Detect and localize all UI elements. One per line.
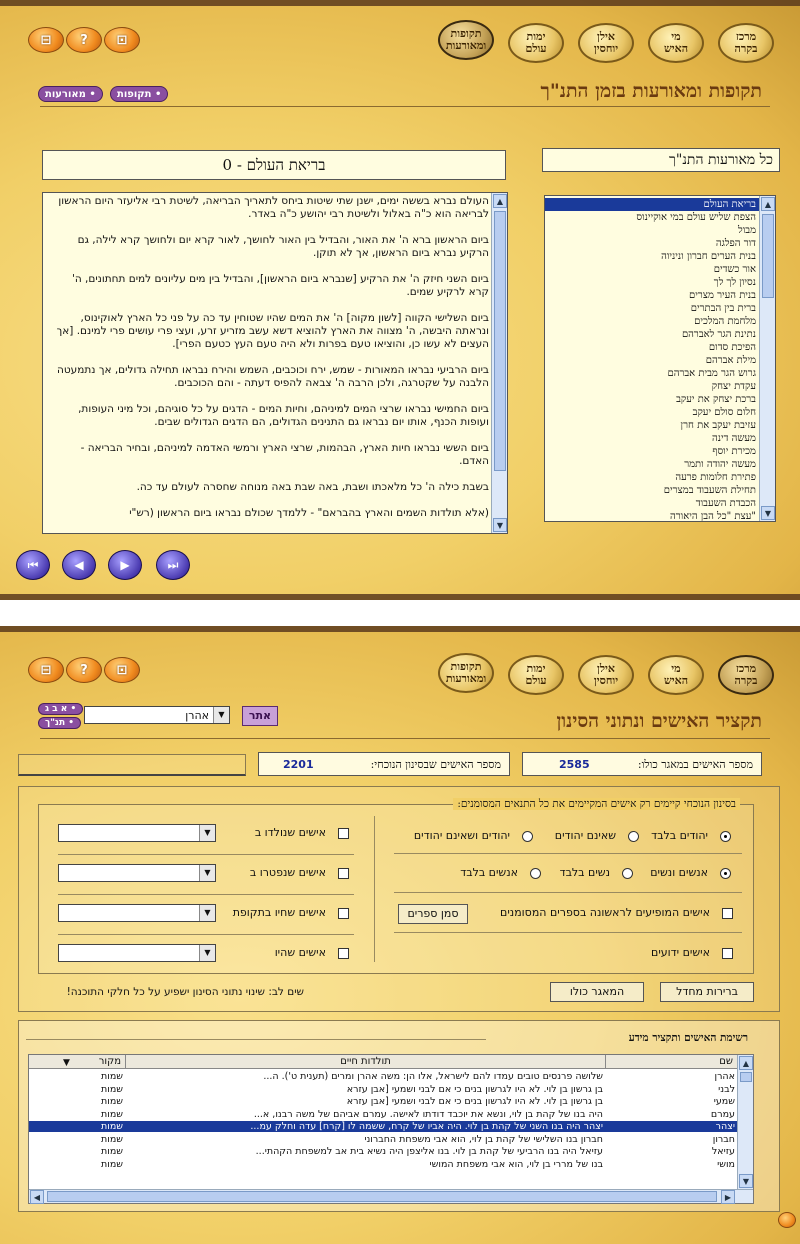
- event-list-item[interactable]: נתינת הגר לאברהם: [681, 329, 756, 340]
- nav-periods-events[interactable]: תקופות ומאורעות: [438, 653, 494, 693]
- next-icon[interactable]: ▶: [108, 550, 142, 580]
- prev-icon[interactable]: ◀: [62, 550, 96, 580]
- persons-list-legend: רשימת האישים ותקציר מידע: [628, 1032, 748, 1044]
- radio-all-people[interactable]: [522, 831, 533, 842]
- event-list-item[interactable]: עקדת יצחק: [711, 381, 756, 392]
- table-cell-name: לבני: [718, 1083, 735, 1095]
- died-in-combo[interactable]: [58, 864, 216, 882]
- radio-women-only-label: נשים בלבד: [559, 866, 610, 879]
- help-icon[interactable]: ?: [66, 657, 102, 683]
- scroll-left-icon[interactable]: ◀: [30, 1190, 44, 1204]
- title-divider: [40, 738, 770, 739]
- page-title: תקציר האישים ונתוני הסינון: [556, 710, 762, 732]
- table-cell-bio: יצהר היה בנו השני של קהת בן לוי. היה אביו של קרח, ששמה לו [קרח] עדה וחלק עמ...: [250, 1121, 603, 1132]
- event-list-item[interactable]: פתירת חלומות פרעה: [675, 472, 756, 483]
- description-scrollbar[interactable]: [491, 193, 507, 533]
- born-in-combo[interactable]: [58, 824, 216, 842]
- nav-periods-events[interactable]: תקופות ומאורעות: [438, 20, 494, 60]
- parchment-edge: [0, 626, 800, 632]
- event-list-item[interactable]: דור הפלגה: [715, 238, 756, 249]
- filter-note: שים לב: שינוי נתוני הסינון ישפיע על כל חלקי התוכנה!: [66, 986, 304, 998]
- parchment-edge: [0, 0, 800, 6]
- last-icon[interactable]: ⏭: [156, 550, 190, 580]
- table-cell-name: חברון: [712, 1133, 735, 1145]
- event-description: [42, 192, 508, 534]
- grid-body: [29, 1071, 737, 1189]
- radio-jews-only[interactable]: [720, 831, 731, 842]
- scroll-up-icon[interactable]: ▲: [493, 194, 507, 208]
- description-paragraph: ביום השלישי הקווה [לשון מקוה] ה' את המים שהיו שטוחין עד כה על פני כל הארץ לאוקינוס, ונראתה היבשה, ה' מצווה את הארץ להוציא דשא עשב מזריע זרע, ועצי פרי עושים פרי למינם. [אך העצים לא עשו כן, והוציאו טעם בפרות ולא היה טעם העץ כטעם הפרי].: [56, 312, 489, 350]
- event-list-item[interactable]: "עצת "כל הבן היאורה: [669, 511, 756, 522]
- table-cell-src: שמות: [100, 1146, 123, 1157]
- title-divider: [40, 106, 770, 107]
- event-list-item[interactable]: הצפת שליש עולם במי אוקיינוס: [636, 212, 756, 223]
- radio-jews-only-label: יהודים בלבד: [651, 829, 708, 842]
- check-known-label: אישים ידועים: [651, 946, 710, 959]
- table-row[interactable]: [29, 1134, 737, 1145]
- col-name[interactable]: שם: [605, 1055, 737, 1069]
- radio-women-only[interactable]: [622, 868, 633, 879]
- event-list-item[interactable]: בנית הערים חברון וניניוה: [661, 251, 756, 262]
- check-books[interactable]: [722, 908, 733, 919]
- filter-legend: בסינון הנוכחי קיימים רק אישים המקיימים את כל התנאים המסומנים:: [453, 798, 740, 810]
- help-icon[interactable]: ?: [66, 27, 102, 53]
- event-list-item[interactable]: ברכת יצחק את יעקב: [676, 394, 756, 405]
- filtered-count-label: מספר האישים שבסינון הנוכחי:: [370, 758, 501, 771]
- event-list-item[interactable]: גרוש הגר מבית אברהם: [667, 368, 756, 379]
- col-source[interactable]: [29, 1055, 125, 1069]
- filter-divider: [394, 932, 742, 933]
- table-row[interactable]: [29, 1109, 737, 1120]
- print-icon[interactable]: ⊟: [28, 27, 64, 53]
- chevron-down-icon[interactable]: ▼: [199, 865, 215, 881]
- table-row[interactable]: [29, 1071, 737, 1082]
- check-born-in[interactable]: [338, 828, 349, 839]
- table-cell-src: שמות: [100, 1133, 123, 1145]
- col-bio[interactable]: תולדות חיים: [125, 1055, 605, 1069]
- event-list-item[interactable]: מכירת יוסף: [712, 446, 756, 457]
- parchment-edge: [0, 594, 800, 600]
- description-paragraph: ביום הרביעי נבראו המאורות - שמש, ירח וכוכבים, השמש והירח נבראו תחילה גדולים, אך נתמעטה הלבנה על שקטרגה, ולכן הרבה ה' צבאה להפיס דעתה - והם הכוכבים.: [57, 364, 489, 389]
- filter-divider: [394, 892, 742, 893]
- event-title: בריאת העולם - 0: [42, 150, 506, 180]
- grid-h-scrollbar[interactable]: [29, 1189, 753, 1203]
- description-paragraph: ביום הששי נבראו חיות הארץ, הבהמות, שרצי הארץ ורמשי האדמה למיניהם, ובחיר הבריאה - האדם.: [80, 442, 489, 467]
- periods-pill[interactable]: • תקופות: [110, 86, 168, 102]
- description-paragraph: בשבת כילה ה' כל מלאכתו ושבת, באה שבת באה מנוחה שחסרה לעולם עד כה.: [136, 481, 489, 493]
- table-cell-name: מושי: [717, 1158, 735, 1170]
- chevron-down-icon[interactable]: ▼: [199, 905, 215, 921]
- scroll-thumb[interactable]: [762, 214, 774, 298]
- event-list-item[interactable]: ברית בין הבתרים: [690, 303, 756, 314]
- total-count-label: מספר האישים במאגר כולו:: [637, 758, 753, 771]
- counter-spacer: [18, 754, 246, 776]
- alphabet-pill[interactable]: • א ב ג: [38, 703, 83, 715]
- chevron-down-icon[interactable]: ▼: [199, 945, 215, 961]
- table-cell-src: שמות: [100, 1083, 123, 1095]
- table-cell-src: שמות: [100, 1071, 123, 1082]
- nav-who-is[interactable]: מי האיש: [648, 23, 704, 63]
- mark-books-button[interactable]: סמן ספרים: [398, 904, 468, 924]
- table-cell-bio: בן גרשון בן לוי. לא היו לגרשון בנים כי אם לבני ושמעי [אבן עזרא: [346, 1096, 603, 1107]
- check-died-in[interactable]: [338, 868, 349, 879]
- sort-down-icon[interactable]: ▼: [63, 1058, 70, 1068]
- table-cell-src: שמות: [100, 1108, 123, 1120]
- description-paragraph: העולם נברא בששה ימים, ישנן שתי שיטות ביחס לתאריך הבריאה, לשיטת רבי אליעזר היום הראשון לבריאה הוא כ"ה באלול ולשיטת רבי יהושע כ"ה באדר.: [58, 195, 489, 220]
- event-list-item[interactable]: הכבדת השעבוד: [695, 498, 756, 509]
- event-list-item[interactable]: מבול: [738, 225, 756, 236]
- nav-who-is[interactable]: מי האיש: [648, 655, 704, 695]
- description-paragraph: (אלא תולדות השמים והארץ בהבראם" - ללמדך שכולם נבראו ביום הראשון (רש"י: [129, 507, 489, 519]
- page-title: תקופות ומאורעות בזמן התנ"ך: [540, 80, 762, 102]
- scroll-down-icon[interactable]: ▼: [493, 518, 507, 532]
- check-were[interactable]: [338, 948, 349, 959]
- legend-line: [26, 1039, 486, 1040]
- radio-non-jews[interactable]: [628, 831, 639, 842]
- event-list-item[interactable]: בנית העיר מצרים: [688, 290, 756, 301]
- filter-divider: [394, 853, 742, 854]
- check-books-label: אישים המופיעים לראשונה בספרים המסומנים: [500, 906, 710, 919]
- book-icon[interactable]: ⊡: [104, 657, 140, 683]
- event-list-item[interactable]: בריאת העולם: [545, 198, 760, 211]
- description-paragraph: ביום השני חיזק ה' את הרקיע [שנברא ביום הראשון], והבדיל בין מים עליונים למים תחתונים, ה' קרא לרקיע שמים.: [71, 273, 489, 298]
- grid-header: [29, 1055, 737, 1069]
- table-cell-src: שמות: [100, 1096, 123, 1107]
- total-count-value: 2585: [559, 758, 590, 771]
- event-list-item[interactable]: עזיבת יעקב את חרן: [680, 420, 756, 431]
- defaults-button[interactable]: ברירות מחדל: [660, 982, 754, 1002]
- col-source-label: מקור: [98, 1056, 121, 1067]
- table-row[interactable]: [29, 1146, 737, 1157]
- events-scrollbar[interactable]: [759, 196, 775, 521]
- check-lived-period-label: אישים שחיו בתקופת: [232, 906, 326, 919]
- radio-men-only-label: אנשים בלבד: [460, 866, 518, 879]
- event-list-item[interactable]: אור כשדים: [713, 264, 756, 275]
- description-paragraph: ביום החמישי נבראו שרצי המים למיניהם, וחיות המים - הדגים על כל סוגיהם, וכל מיני העופות, ועופות הכנף, אותו יום נבראו גם התנינים הגדולים, הם הדגים הגדולים שבים.: [78, 403, 489, 428]
- description-paragraph: ביום הראשון ברא ה' את האור, והבדיל בין האור לחושך, לאור קרא יום ולחושך קרא לילה, גם הרקיע נברא ביום הראשון, אך לא תוקן.: [77, 234, 489, 259]
- radio-all-people-label: יהודים ושאינם יהודים: [413, 829, 510, 842]
- persons-grid[interactable]: [28, 1054, 754, 1204]
- table-cell-bio: בנו של מררי בן לוי, הוא אבי משפחת המושי: [429, 1158, 603, 1170]
- nav-family-tree[interactable]: אילן יוחסין: [578, 23, 634, 63]
- find-button[interactable]: אתר: [242, 706, 278, 726]
- check-were-label: אישים שהיו: [274, 946, 326, 959]
- table-cell-name: עזיאל: [711, 1146, 735, 1157]
- table-cell-name: יצהר: [715, 1121, 735, 1132]
- filter-divider: [58, 854, 354, 855]
- events-list[interactable]: [544, 195, 776, 522]
- table-row[interactable]: [29, 1159, 737, 1170]
- table-cell-src: שמות: [100, 1158, 123, 1170]
- scroll-thumb[interactable]: [47, 1191, 717, 1202]
- grid-v-scrollbar[interactable]: [737, 1055, 753, 1189]
- event-list-item[interactable]: מלחמת המלכים: [694, 316, 756, 327]
- bible-pill[interactable]: • תנ"ך: [38, 717, 81, 729]
- event-list-item[interactable]: תחילת השעבוד במצרים: [663, 485, 756, 496]
- name-combo[interactable]: [84, 706, 230, 724]
- nav-control-center[interactable]: מרכז בקרה: [718, 655, 774, 695]
- scroll-right-icon[interactable]: ▶: [721, 1190, 735, 1204]
- event-list-item[interactable]: מילת אברהם: [705, 355, 756, 366]
- scroll-down-icon[interactable]: ▼: [761, 506, 775, 520]
- table-row[interactable]: [29, 1096, 737, 1107]
- scroll-thumb[interactable]: [740, 1072, 752, 1082]
- check-died-in-label: אישים שנפטרו ב: [249, 866, 326, 879]
- check-lived-period[interactable]: [338, 908, 349, 919]
- book-icon[interactable]: ⊡: [104, 27, 140, 53]
- filter-column-divider: [374, 816, 375, 962]
- table-cell-bio: שלושה פרנסים טובים עמדו להם לישראל, אלו הן: משה אהרן ומרים (תענית ט'). ה...: [263, 1071, 603, 1082]
- radio-non-jews-label: שאינם יהודים: [554, 829, 616, 842]
- scroll-thumb[interactable]: [494, 211, 506, 471]
- check-born-in-label: אישים שנולדו ב: [254, 826, 326, 839]
- events-pill[interactable]: • מאורעות: [38, 86, 103, 102]
- table-cell-name: עמרם: [710, 1108, 735, 1120]
- print-icon[interactable]: ⊟: [28, 657, 64, 683]
- check-known[interactable]: [722, 948, 733, 959]
- total-count-box: [522, 752, 762, 776]
- name-combo-value: אהרן: [185, 709, 209, 722]
- filtered-count-box: [258, 752, 510, 776]
- table-cell-name: שמעי: [713, 1096, 735, 1107]
- table-row[interactable]: [29, 1121, 737, 1132]
- nav-world-days[interactable]: ימות עולם: [508, 655, 564, 695]
- radio-men-women-label: אנשים ונשים: [650, 866, 708, 879]
- event-list-item[interactable]: חלום סולם יעקב: [692, 407, 756, 418]
- nav-control-center[interactable]: מרכז בקרה: [718, 23, 774, 63]
- table-cell-bio: חברון בנו השלישי של קהת בן לוי, הוא אבי משפחת החברוני: [364, 1133, 603, 1145]
- nav-world-days[interactable]: ימות עולם: [508, 23, 564, 63]
- radio-men-only[interactable]: [530, 868, 541, 879]
- scroll-down-icon[interactable]: ▼: [739, 1174, 753, 1188]
- events-screen: [0, 0, 800, 600]
- table-cell-bio: היה בנו של קהת בן לוי, ונשא את יוכבד דודתו לאישה. עמרם אביהם של משה רבנו, א...: [253, 1108, 603, 1120]
- filter-divider: [58, 934, 354, 935]
- chevron-down-icon[interactable]: ▼: [199, 825, 215, 841]
- table-cell-src: שמות: [100, 1121, 123, 1132]
- persons-screen: [0, 626, 800, 1244]
- table-cell-name: אהרן: [714, 1071, 735, 1082]
- filtered-count-value: 2201: [283, 758, 314, 771]
- chevron-down-icon[interactable]: ▼: [213, 707, 229, 723]
- first-icon[interactable]: ⏮: [16, 550, 50, 580]
- events-list-title: כל מאורעות התנ"ך: [542, 148, 780, 172]
- whole-database-button[interactable]: המאגר כולו: [550, 982, 644, 1002]
- table-cell-bio: עזיאל היה בנו הרביעי של קהת בן לוי. בנו אליצפן היה נשיא בית אב למשפחת הקהתי...: [255, 1146, 603, 1157]
- event-list-item[interactable]: מעשה דינה: [711, 433, 756, 444]
- table-cell-bio: בן גרשון בן לוי. לא היו לגרשון בנים כי אם לבני ושמעי [אבן עזרא: [346, 1083, 603, 1095]
- scroll-up-icon[interactable]: ▲: [739, 1056, 753, 1070]
- event-list-item[interactable]: נסיון לך לך: [713, 277, 756, 288]
- filter-divider: [58, 894, 354, 895]
- corner-icon: [778, 1212, 796, 1228]
- radio-men-women[interactable]: [720, 868, 731, 879]
- event-list-item[interactable]: הפיכת סדום: [708, 342, 756, 353]
- event-list-item[interactable]: מעשה יהודה ותמר: [684, 459, 756, 470]
- nav-family-tree[interactable]: אילן יוחסין: [578, 655, 634, 695]
- lived-period-combo[interactable]: [58, 904, 216, 922]
- table-row[interactable]: [29, 1084, 737, 1095]
- scroll-up-icon[interactable]: ▲: [761, 197, 775, 211]
- were-combo[interactable]: [58, 944, 216, 962]
